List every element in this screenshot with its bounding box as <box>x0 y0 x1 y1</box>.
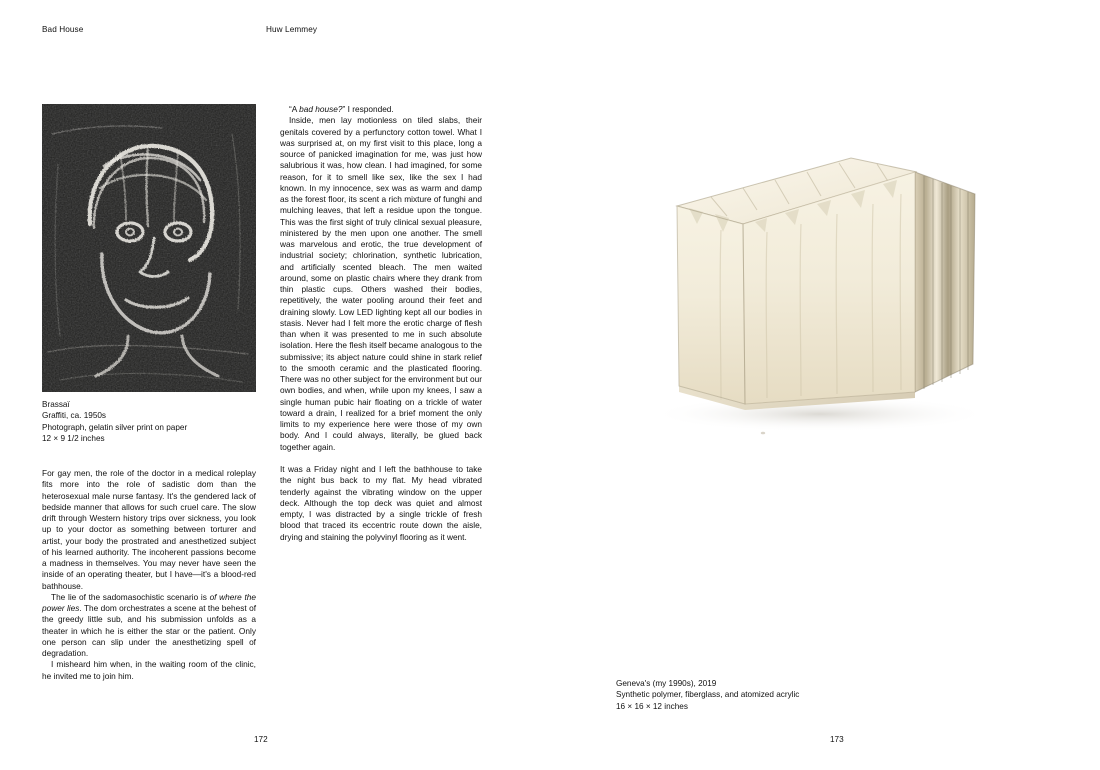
sculpture-photograph <box>615 128 1035 438</box>
caption-line-medium: Synthetic polymer, fiberglass, and atomized acrylic <box>616 690 800 700</box>
page-number-left: 172 <box>254 735 268 744</box>
caption-line-title: Graffiti, ca. 1950s <box>42 411 107 421</box>
paragraph: It was a Friday night and I left the bathhouse to take the night bus back to my flat. My head vibrated tenderly against the vibrating window on the upper deck. Although the top deck was quiet and almost empty, I was distracted by a single trickle of fresh blood that traced its eccentric route down the aisle, drying and staining the polyvinyl flooring as it went. <box>280 464 482 542</box>
figure-caption-right <box>616 678 946 712</box>
caption-line-title: Geneva's (my 1990s), 2019 <box>616 679 717 688</box>
right-page <box>550 0 1100 770</box>
graffiti-photograph-image <box>42 104 256 392</box>
caption-line-dimensions: 12 × 9 1/2 inches <box>42 434 105 444</box>
running-head-title: Bad House <box>42 25 84 34</box>
paragraph: For gay men, the role of the doctor in a medical roleplay fits more into the role of sadistic dom than the heterosexual male nurse fantasy. It's the gendered lack of bedside manner that allows for such cruel care. The slow drift through Western history trips over sickness, you look up to your doctor as something between torturer and artist, your body the prostrated and anesthetized subject of his learned authority. The incoherent passions become a madness in themselves. You may never have seen the inside of an operating theater, but I have—it's a blood-red bathhouse. <box>42 468 256 591</box>
figure-caption-left <box>42 399 282 445</box>
paragraph: Inside, men lay motionless on tiled slabs, their genitals covered by a perfunctory cotton towel. What I was surprised at, on my first visit to this place, long a source of panicked imagination for me, was just how salubrious it was, how clean. I had imagined, for some reason, for it to smell like sex, like the sex I had known. In my innocence, sex was as warm and damp as the forest floor, its scent a rich mixture of funghi and mulching leaves, that left a residue upon the tongue. This was the first sight of truly clinical sexual pleasure, ministered by the men upon one another. The smell was marvelous and erotic, the true development of industrial society; chlorination, synthetic lubrication, and artificially scented bleach. The men waited around, some on plastic chairs where they drank from thin plastic cups. Others washed their bodies, repetitively, the water pooling around their feet and draining slowly. Low LED lighting kept all our bodies in stasis. Never had I felt more the erotic charge of flesh than when it was presented to me in such absolute isolation. Here the flesh itself became analogous to the submissive; its abject nature could shine in stark relief to the smooth ceramic and the plasticated flooring. There was no other subject for the environment but our own bodies, and when, while upon my knees, I saw a single human pubic hair floating on a trickle of water toward a drain, I realized for a brief moment the only limits to my experience here were those of my own body. And I could always, literally, be glued back together again. <box>280 115 483 452</box>
paragraph: I misheard him when, in the waiting room of the clinic, he invited me to join him. <box>42 659 256 681</box>
paragraph: The lie of the sadomasochistic scenario is of where the power lies. The dom orchestrates a scene at the behest of the greedy little sub, and his submission unfolds as a theater in which he is either the star or the patient. Only one person can slip under the anesthetizing spell of degradation. <box>42 591 256 658</box>
body-column-left <box>42 468 256 682</box>
body-column-right <box>280 104 482 543</box>
running-head-author: Huw Lemmey <box>266 25 318 34</box>
caption-line-medium: Photograph, gelatin silver print on paper <box>42 422 188 432</box>
sculpture-image <box>615 128 1035 438</box>
caption-line-dimensions: 16 × 16 × 12 inches <box>616 701 688 711</box>
paragraph: “A bad house?” I responded. <box>289 104 394 114</box>
page-number-right: 173 <box>830 735 844 744</box>
caption-line-artist: Brassaï <box>42 400 70 409</box>
graffiti-photograph <box>42 104 256 392</box>
